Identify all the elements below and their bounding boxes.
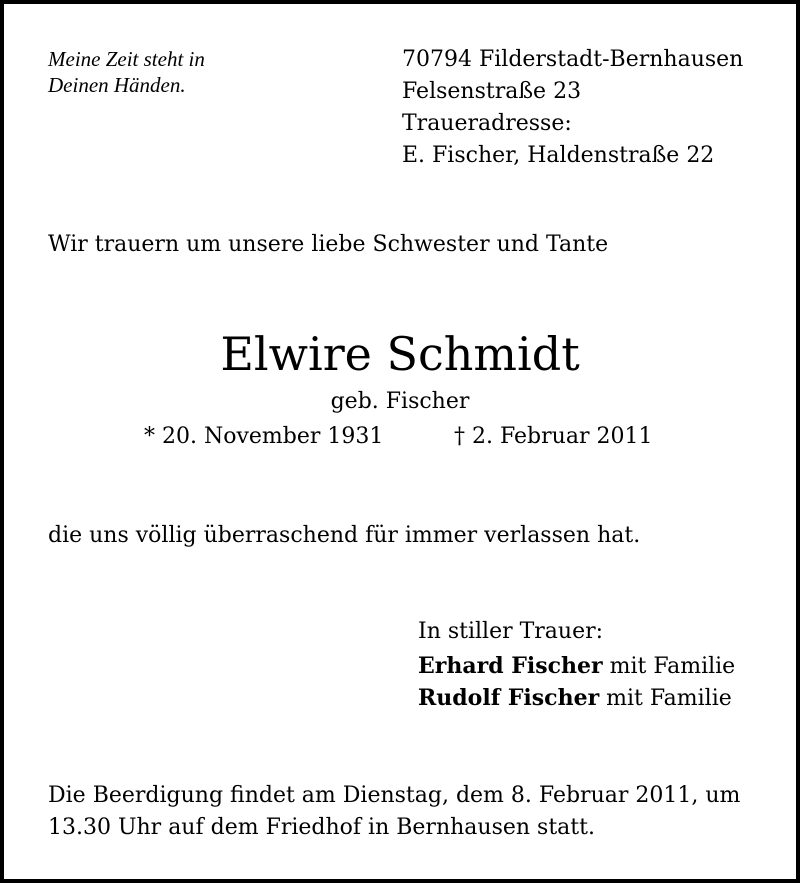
maiden-name: geb. Fischer (330, 389, 470, 414)
motto (48, 46, 205, 98)
address-block (402, 44, 743, 172)
mourner-suffix: mit Familie (609, 654, 736, 679)
mourner-suffix: mit Familie (606, 686, 732, 711)
address-line-2: Felsenstraße 23 (402, 79, 582, 104)
mourner-line (418, 685, 732, 711)
intro-text: Wir trauern um unsere liebe Schwester und Tante (48, 232, 609, 257)
closing-sentence: die uns völlig überraschend für immer verlassen hat. (48, 523, 641, 548)
funeral-info (48, 780, 740, 844)
deceased-name: Elwire Schmidt (220, 327, 580, 381)
motto-line-1: Meine Zeit steht in (48, 47, 205, 71)
mourner-line (418, 653, 735, 679)
mourner-name: Erhard Fischer (418, 653, 603, 679)
funeral-line-1: Die Beerdigung findet am Dienstag, dem 8. Februar 2011, um (48, 783, 741, 808)
address-line-4: E. Fischer, Haldenstraße 22 (402, 143, 715, 168)
birth-date: * 20. November 1931 (144, 424, 384, 449)
funeral-line-2: 13.30 Uhr auf dem Friedhof in Bernhausen statt. (48, 815, 595, 840)
mourner-name: Rudolf Fischer (418, 685, 600, 711)
motto-line-2: Deinen Händen. (48, 73, 186, 97)
address-line-3: Traueradresse: (402, 111, 572, 136)
address-line-1: 70794 Filderstadt-Bernhausen (402, 47, 744, 72)
death-date: † 2. Februar 2011 (454, 424, 653, 449)
mourners-label: In stiller Trauer: (418, 619, 604, 644)
